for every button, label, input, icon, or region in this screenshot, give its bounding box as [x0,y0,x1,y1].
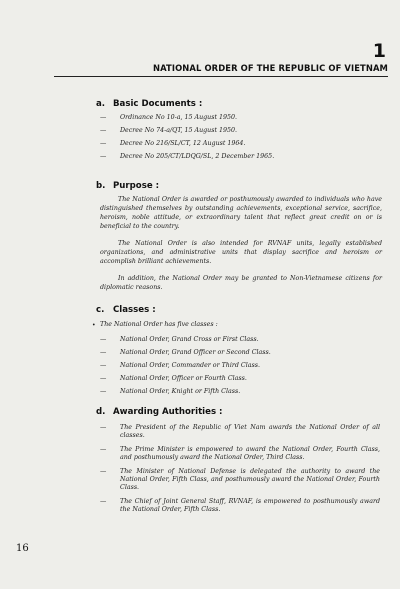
list-item: — National Order, Knight or Fifth Class. [100,388,241,395]
section-a-list [100,114,380,166]
section-b-title: Purpose : [113,181,160,191]
section-c-intro: The National Order has five classes : [100,321,218,328]
section-b-paragraph: The National Order is also intended for RVNAF units, legally established organizations, and administrative units that display sacrifice and heroism or accomplish brilliant achievements. [100,240,382,265]
list-item: — The Chief of Joint General Staff, RVNAF, is empowered to posthumously award the National Order, Fifth Class. [100,497,380,514]
bullet-mark: • [92,322,96,329]
section-d-list [100,424,380,520]
section-d-heading [96,407,223,417]
section-d-letter: d. [96,407,106,417]
list-item: — Decree No 216/SL/CT, 12 August 1964. [100,140,246,147]
list-item: — National Order, Officer or Fourth Class. [100,375,247,382]
section-b-paragraph: The National Order is awarded or posthumously awarded to individuals who have distinguished themselves by outstanding achievements, exceptional service, sacrifice, heroism, noble attitude, or extraordinary talent that reflect great credit on or is beneficial to the country. [100,196,382,230]
section-b-heading [96,181,159,191]
page-number: 16 [16,543,29,554]
section-c-letter: c. [96,305,105,315]
section-b-paragraph: In addition, the National Order may be granted to Non-Vietnamese citizens for diplomatic reasons. [100,275,382,291]
section-c-list [100,336,380,401]
list-item: — National Order, Commander or Third Class. [100,362,260,369]
list-item: — Decree No 205/CT/LDQG/SL, 2 December 1965. [100,153,275,160]
section-c-heading [96,305,156,315]
section-b-letter: b. [96,181,106,191]
list-item: — Decree No 74-a/QT, 15 August 1950. [100,127,238,134]
list-item: — The President of the Republic of Viet Nam awards the National Order of all classes. [100,424,380,440]
section-a-heading [96,99,202,109]
chapter-number: 1 [372,40,386,62]
list-item: — National Order, Grand Cross or First Class. [100,336,259,343]
section-d-title: Awarding Authorities : [113,407,223,417]
list-item: — National Order, Grand Officer or Second Class. [100,349,271,356]
list-item: — Ordinance No 10-a, 15 August 1950. [100,114,238,121]
header-rule [54,76,388,77]
section-c-title: Classes : [113,305,156,315]
list-item: — The Minister of National Defense is delegated the authority to award the National Order, Fifth Class, and posthumously award the National Order, Fourth Class. [100,467,380,492]
section-a-title: Basic Documents : [113,99,203,109]
section-a-letter: a. [96,99,106,109]
list-item: — The Prime Minister is empowered to award the National Order, Fourth Class, and posthumously award the National Order, Third Class. [100,445,380,462]
page-title: NATIONAL ORDER OF THE REPUBLIC OF VIETNAM [153,63,388,73]
